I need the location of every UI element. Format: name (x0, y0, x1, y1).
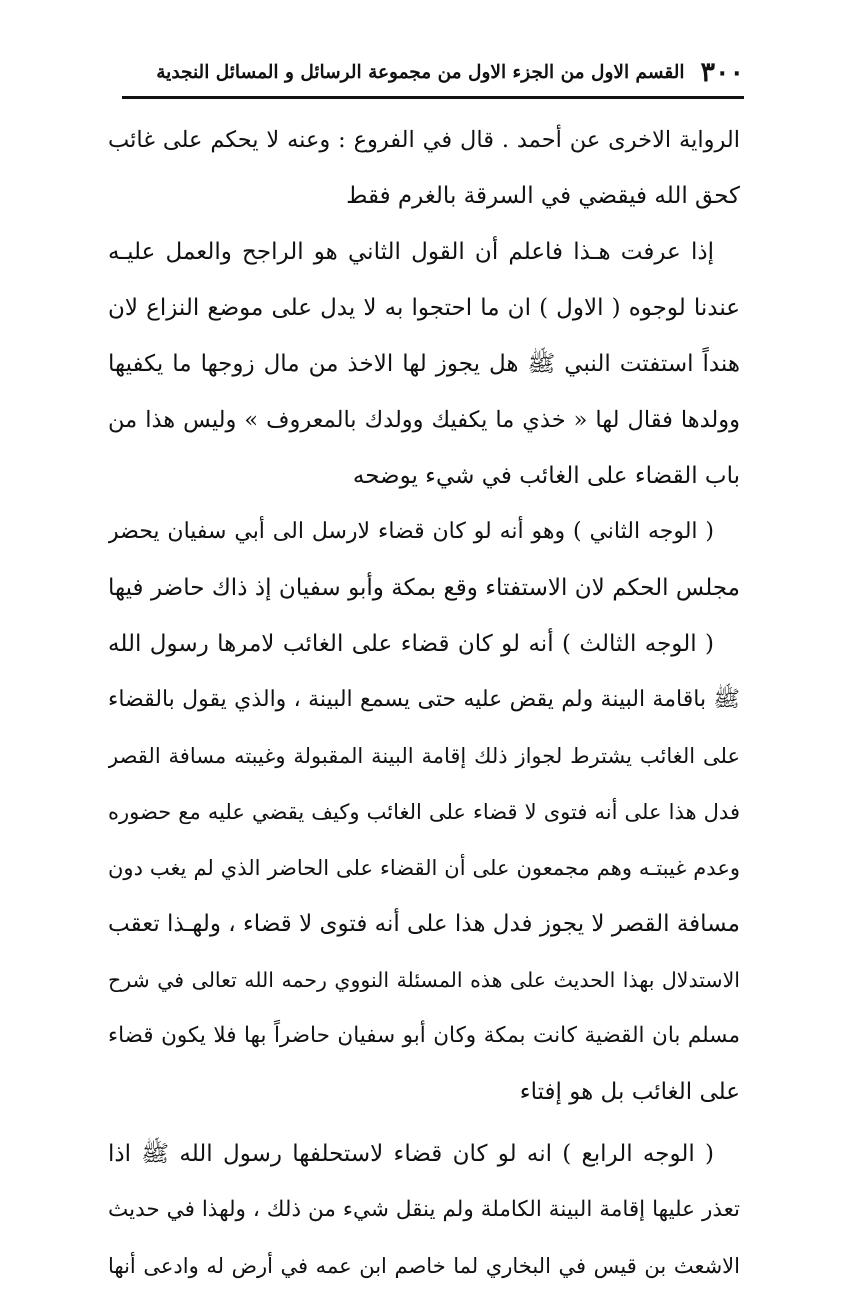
header-rule (122, 96, 744, 99)
text-line: كحق الله فيقضي في السرقة بالغرم فقط (346, 183, 740, 209)
body-text (108, 112, 740, 1294)
text-line: على الغائب يشترط لجواز ذلك إقامة البينة المقبولة وغيبته مسافة القصر (108, 744, 740, 768)
paragraph-start-line: إذا عرفت هـذا فاعلم أن القول الثاني هو الراجح والعمل عليـه (108, 239, 714, 265)
text-line: الرواية الاخرى عن أحمد . قال في الفروع : وعنه لا يحكم على غائب (108, 127, 740, 153)
text-line: ﷺ باقامة البينة ولم يقض عليه حتى يسمع البينة ، والذي يقول بالقضاء (108, 687, 740, 712)
text-line: باب القضاء على الغائب في شيء يوضحه (352, 463, 740, 489)
paragraph-start-line: ( الوجه الرابع ) انه لو كان قضاء لاستحلفها رسول الله ﷺ اذا (108, 1141, 714, 1167)
text-line: هنداً استفتت النبي ﷺ هل يجوز لها الاخذ من مال زوجها ما يكفيها (108, 351, 740, 377)
paragraph-start-line: ( الوجه الثاني ) وهو أنه لو كان قضاء لارسل الى أبي سفيان يحضر (108, 519, 714, 544)
text-line: وعدم غيبتـه وهم مجمعون على أن القضاء على الحاضر الذي لم يغب دون (108, 856, 740, 880)
text-line: على الغائب بل هو إفتاء (519, 1079, 740, 1105)
text-line: مجلس الحكم لان الاستفتاء وقع بمكة وأبو سفيان إذ ذاك حاضر فيها (108, 575, 740, 601)
text-line: وولدها فقال لها « خذي ما يكفيك وولدك بالمعروف » وليس هذا من (108, 407, 740, 433)
text-line: عندنا لوجوه ( الاول ) ان ما احتجوا به لا يدل على موضع النزاع لان (108, 295, 740, 321)
text-line: مسافة القصر لا يجوز فدل هذا على أنه فتوى لا قضاء ، ولهـذا تعقب (108, 911, 740, 937)
text-line: الاشعث بن قيس في البخاري لما خاصم ابن عمه في أرض له وادعى أنها (108, 1254, 740, 1278)
text-line: الاستدلال بهذا الحديث على هذه المسئلة النووي رحمه الله تعالى في شرح (108, 968, 740, 992)
text-line: مسلم بان القضية كانت بمكة وكان أبو سفيان حاضراً بها فلا يكون قضاء (108, 1023, 740, 1048)
running-title: القسم الاول من الجزء الاول من مجموعة الرسائل و المسائل النجدية (156, 61, 685, 83)
text-line: فدل هذا على أنه فتوى لا قضاء على الغائب وكيف يقضي عليه مع حضوره (108, 800, 740, 824)
paragraph-start-line: ( الوجه الثالث ) أنه لو كان قضاء على الغائب لامرها رسول الله (108, 631, 714, 657)
text-line: تعذر عليها إقامة البينة الكاملة ولم ينقل شيء من ذلك ، ولهذا في حديث (108, 1197, 740, 1222)
page-number: ٣٠٠ (700, 56, 744, 88)
running-header (150, 52, 744, 92)
